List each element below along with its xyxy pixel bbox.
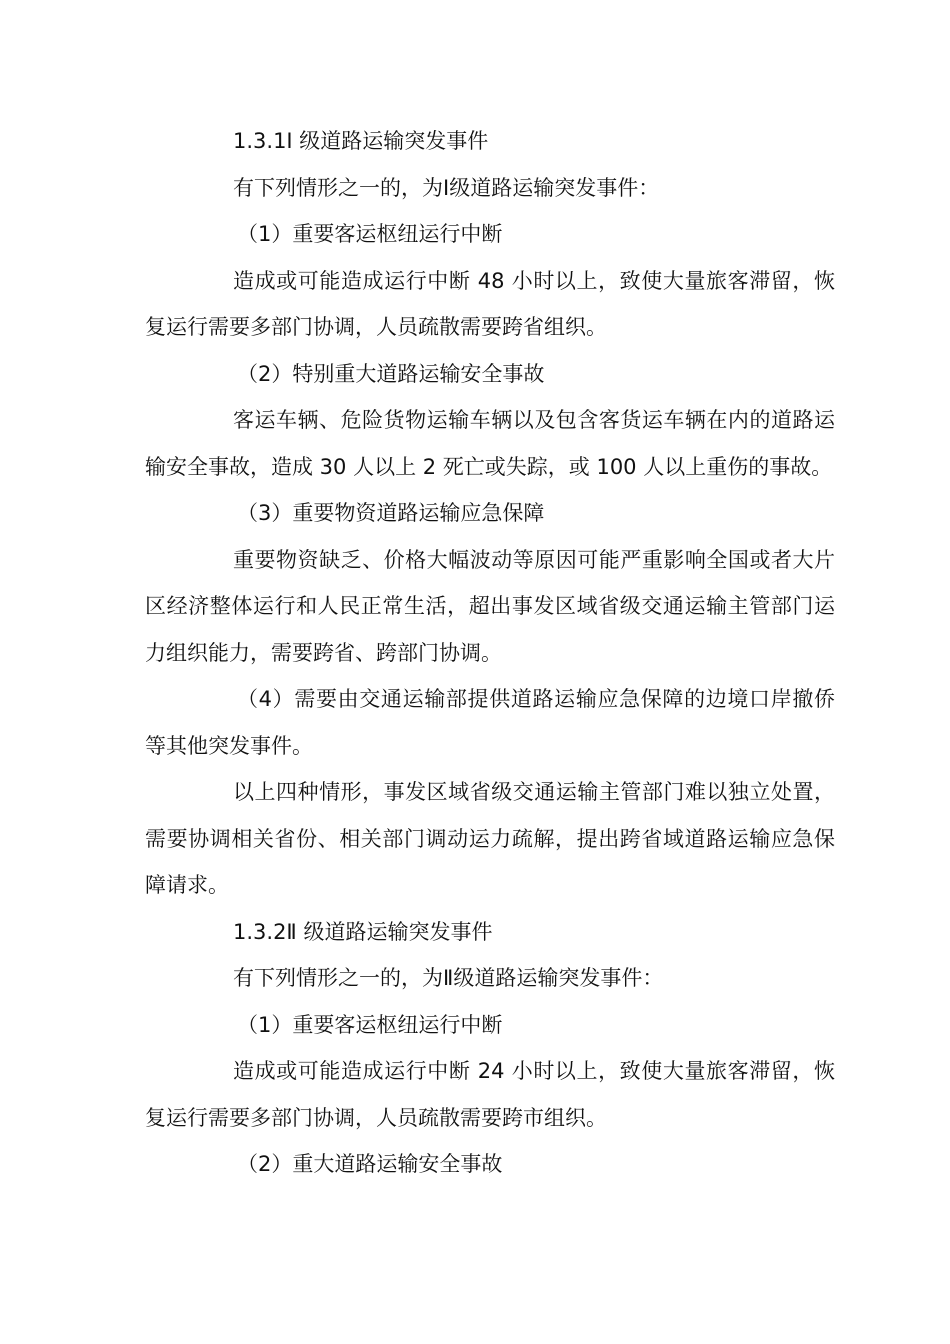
paragraph: 以上四种情形，事发区域省级交通运输主管部门难以独立处置，需要协调相关省份、相关部门调动运力疏解，提出跨省域道路运输应急保障请求。 bbox=[145, 780, 835, 897]
list-item-heading: （1）重要客运枢纽运行中断 bbox=[237, 1012, 503, 1037]
paragraph: 重要物资缺乏、价格大幅波动等原因可能严重影响全国或者大片区经济整体运行和人民正常生活，超出事发区域省级交通运输主管部门运力组织能力，需要跨省、跨部门协调。 bbox=[145, 547, 835, 665]
paragraph: 客运车辆、危险货物运输车辆以及包含客货运车辆在内的道路运输安全事故，造成 30 人以上 2 死亡或失踪，或 100 人以上重伤的事故。 bbox=[145, 408, 835, 479]
paragraph: 有下列情形之一的，为Ⅰ级道路运输突发事件： bbox=[233, 175, 660, 200]
list-item-heading: （4）需要由交通运输部提供道路运输应急保障的边境口岸撤侨等其他突发事件。 bbox=[145, 687, 835, 758]
section-heading-1-3-1: 1.3.1Ⅰ 级道路运输突发事件 bbox=[233, 129, 489, 153]
list-item-heading: （3）重要物资道路运输应急保障 bbox=[237, 501, 545, 525]
list-item-heading: （2）重大道路运输安全事故 bbox=[237, 1152, 503, 1176]
paragraph: 有下列情形之一的，为Ⅱ级道路运输突发事件： bbox=[233, 966, 664, 990]
list-item-heading: （2）特别重大道路运输安全事故 bbox=[237, 361, 545, 386]
list-item-heading: （1）重要客运枢纽运行中断 bbox=[237, 222, 503, 246]
document-body bbox=[145, 118, 835, 1188]
paragraph: 造成或可能造成运行中断 24 小时以上，致使大量旅客滞留，恢复运行需要多部门协调，人员疏散需要跨市组织。 bbox=[145, 1059, 835, 1130]
section-heading-1-3-2: 1.3.2Ⅱ 级道路运输突发事件 bbox=[233, 919, 493, 944]
paragraph: 造成或可能造成运行中断 48 小时以上，致使大量旅客滞留，恢复运行需要多部门协调，人员疏散需要跨省组织。 bbox=[145, 268, 835, 339]
